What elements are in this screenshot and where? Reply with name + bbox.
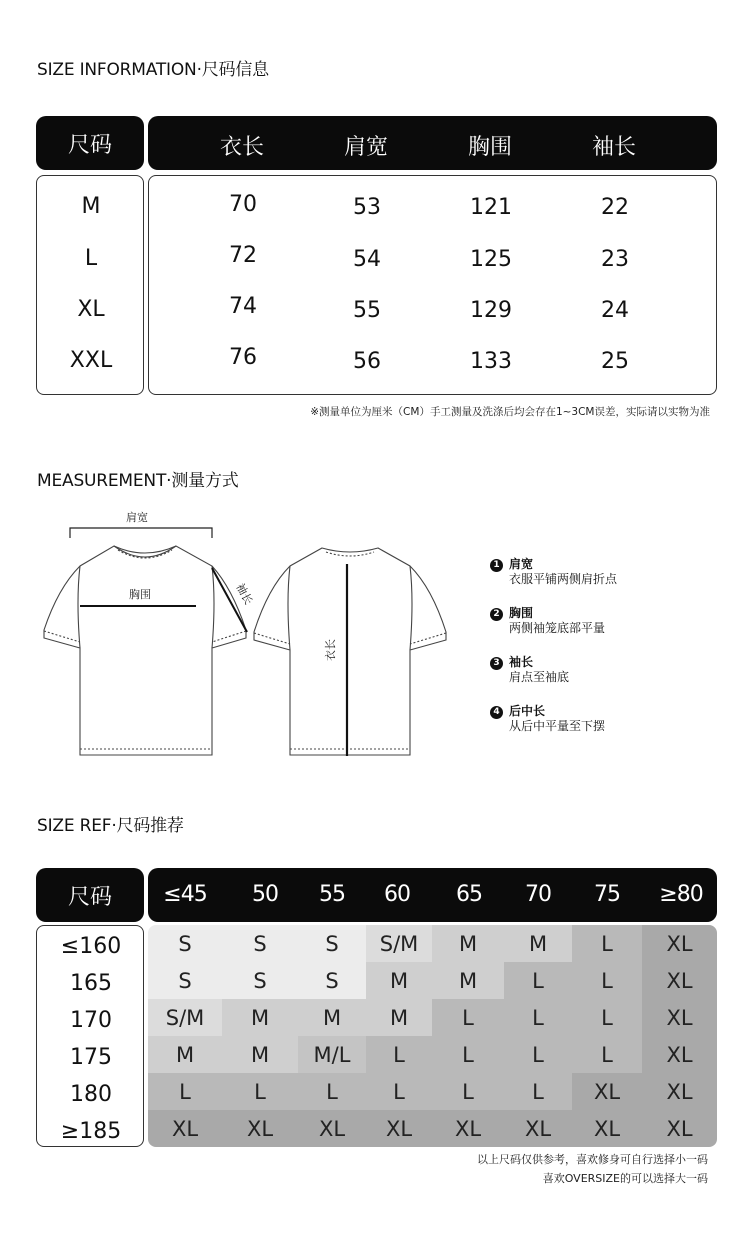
shoulder-label: 肩宽 [126, 511, 148, 524]
legend-title: 肩宽 [509, 557, 534, 571]
size-recommendation-cell: L [222, 1073, 298, 1110]
size-header-label: 尺码 [67, 132, 112, 158]
size-recommendation-cell: XL [642, 1073, 717, 1110]
legend-item [490, 557, 617, 587]
size-recommendation-cell: XL [642, 962, 717, 999]
size-label: M [81, 194, 101, 219]
size-recommendation-cell: L [432, 999, 504, 1036]
size-recommendation-cell: M [432, 962, 504, 999]
size-recommendation-cell: L [504, 1036, 572, 1073]
size-recommendation-cell: XL [642, 925, 717, 962]
value-length: 76 [229, 345, 257, 370]
value-chest: 125 [470, 247, 512, 272]
size-recommendation-cell: XL [642, 1036, 717, 1073]
tshirt-diagram [0, 500, 480, 765]
size-recommendation-cell: XL [366, 1110, 432, 1147]
size-recommendation-cell: S [298, 962, 366, 999]
value-shoulder: 54 [353, 247, 381, 272]
value-sleeve: 23 [601, 247, 629, 272]
ref-note-line1: 以上尺码仅供参考，喜欢修身可自行选择小一码 [477, 1153, 708, 1166]
size-recommendation-cell: XL [222, 1110, 298, 1147]
size-recommendation-cell: M [148, 1036, 222, 1073]
weight-header: 50 [252, 882, 278, 907]
ref-note-line2: 喜欢OVERSIZE的可以选择大一码 [542, 1172, 708, 1185]
legend-number: 1 [490, 559, 503, 572]
legend-item [490, 655, 569, 685]
size-recommendation-cell: S [222, 962, 298, 999]
size-recommendation-cell: L [366, 1073, 432, 1110]
legend-title: 后中长 [509, 704, 546, 718]
size-recommendation-cell: M/L [298, 1036, 366, 1073]
height-label: ≤160 [60, 934, 122, 959]
weight-header: 65 [456, 882, 482, 907]
size-recommendation-cell: M [432, 925, 504, 962]
size-recommendation-cell: XL [432, 1110, 504, 1147]
value-chest: 121 [470, 195, 512, 220]
value-sleeve: 22 [601, 195, 629, 220]
size-recommendation-cell: S/M [366, 925, 432, 962]
size-recommendation-cell: XL [298, 1110, 366, 1147]
weight-header: 55 [319, 882, 345, 907]
size-recommendation-cell: XL [148, 1110, 222, 1147]
legend-desc: 从后中平量至下摆 [509, 719, 606, 733]
value-shoulder: 55 [353, 298, 381, 323]
size-recommendation-cell: S [148, 925, 222, 962]
size-recommendation-cell: S [148, 962, 222, 999]
weight-header: ≥80 [659, 882, 703, 907]
size-recommendation-cell: M [222, 1036, 298, 1073]
header-chest: 胸围 [467, 135, 513, 160]
value-length: 70 [229, 192, 257, 217]
size-info-title: SIZE INFORMATION·尺码信息 [37, 60, 269, 80]
size-recommendation-cell: L [148, 1073, 222, 1110]
size-recommendation-cell: L [366, 1036, 432, 1073]
size-recommendation-cell: S [298, 925, 366, 962]
legend-item [490, 704, 605, 734]
header-shoulder: 肩宽 [343, 135, 389, 160]
height-label: 180 [70, 1082, 112, 1107]
value-sleeve: 24 [601, 298, 629, 323]
value-length: 72 [229, 243, 257, 268]
value-chest: 133 [470, 349, 512, 374]
front-tshirt-outline [44, 546, 246, 755]
size-recommendation-cell: L [504, 1073, 572, 1110]
length-label: 衣长 [324, 639, 337, 661]
legend-title: 胸围 [509, 606, 534, 620]
size-recommendation-cell: L [572, 962, 642, 999]
weight-header: ≤45 [163, 882, 207, 907]
legend-desc: 衣服平铺两侧肩折点 [509, 572, 618, 586]
header-length: 衣长 [219, 135, 265, 160]
measure-header-row [148, 116, 717, 170]
size-recommendation-cell: S [222, 925, 298, 962]
height-label: 170 [70, 1008, 112, 1033]
legend-desc: 两侧袖笼底部平量 [509, 621, 606, 635]
height-column-box [36, 925, 144, 1147]
size-recommendation-cell: L [572, 925, 642, 962]
size-recommendation-cell: XL [642, 999, 717, 1036]
ref-size-header-cell [36, 868, 144, 922]
size-recommendation-cell: L [432, 1073, 504, 1110]
sleeve-label: 袖长 [233, 581, 256, 607]
legend-desc: 肩点至袖底 [509, 670, 570, 684]
weight-header: 75 [594, 882, 620, 907]
height-label: 165 [70, 971, 112, 996]
size-recommendation-cell: S/M [148, 999, 222, 1036]
size-ref-title: SIZE REF·尺码推荐 [37, 816, 184, 836]
header-sleeve: 袖长 [591, 135, 637, 160]
back-tshirt-outline [254, 548, 446, 755]
size-recommendation-cell: L [432, 1036, 504, 1073]
size-recommendation-cell: M [298, 999, 366, 1036]
size-recommendation-cell: XL [504, 1110, 572, 1147]
size-label: XL [77, 297, 105, 322]
chest-label: 胸围 [129, 588, 151, 601]
value-shoulder: 56 [353, 349, 381, 374]
weight-header-row [148, 868, 717, 922]
size-label: L [84, 246, 98, 271]
size-recommendation-cell: M [504, 925, 572, 962]
size-recommendation-cell: L [298, 1073, 366, 1110]
size-header-cell [36, 116, 144, 170]
size-recommendation-cell: XL [572, 1110, 642, 1147]
measure-values-box [148, 175, 717, 395]
size-recommendation-cell: M [366, 962, 432, 999]
size-label: XXL [69, 348, 113, 373]
height-label: 175 [70, 1045, 112, 1070]
size-recommendation-cell: L [504, 962, 572, 999]
size-recommendation-cell: M [222, 999, 298, 1036]
value-sleeve: 25 [601, 349, 629, 374]
value-shoulder: 53 [353, 195, 381, 220]
measurement-title: MEASUREMENT·测量方式 [37, 471, 239, 491]
legend-number: 4 [490, 706, 503, 719]
legend-number: 2 [490, 608, 503, 621]
weight-header: 60 [384, 882, 410, 907]
measure-note: ※测量单位为厘米（CM）手工测量及洗涤后均会存在1~3CM误差，实际请以实物为准 [310, 406, 710, 418]
weight-header: 70 [525, 882, 551, 907]
size-recommendation-cell: L [504, 999, 572, 1036]
legend-number: 3 [490, 657, 503, 670]
size-recommendation-grid [148, 925, 717, 1147]
height-label: ≥185 [60, 1119, 122, 1144]
size-recommendation-cell: XL [642, 1110, 717, 1147]
size-column-box [36, 175, 144, 395]
value-chest: 129 [470, 298, 512, 323]
size-recommendation-cell: XL [572, 1073, 642, 1110]
size-recommendation-cell: M [366, 999, 432, 1036]
ref-size-header-label: 尺码 [67, 884, 112, 910]
size-recommendation-cell: L [572, 999, 642, 1036]
legend-item [490, 606, 605, 636]
value-length: 74 [229, 294, 257, 319]
legend-title: 袖长 [509, 655, 534, 669]
size-recommendation-cell: L [572, 1036, 642, 1073]
